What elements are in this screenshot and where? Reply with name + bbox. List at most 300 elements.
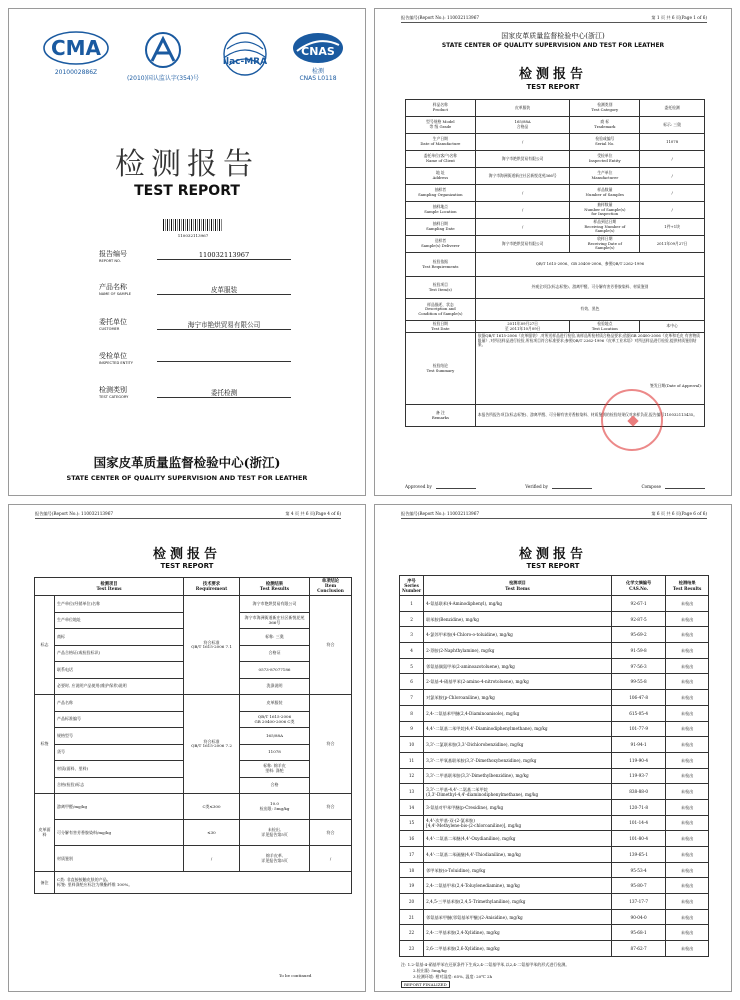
item-name: 材质(面料、里料) bbox=[55, 761, 184, 778]
table-row bbox=[400, 925, 709, 941]
item-name: 货号 bbox=[55, 744, 184, 761]
item-name: 材质鉴别 bbox=[55, 846, 184, 872]
test-result: 未检出 bbox=[666, 878, 709, 894]
cas-number: 91-59-8 bbox=[611, 643, 665, 659]
sample-name-label: 产品名称 bbox=[99, 283, 127, 291]
item-name: 产品标准编号 bbox=[55, 711, 184, 728]
svg-text:CMA: CMA bbox=[50, 36, 102, 60]
series-number: 23 bbox=[400, 941, 424, 957]
test-result: 未检出 bbox=[666, 847, 709, 863]
series-number: 4 bbox=[400, 643, 424, 659]
requirement: / bbox=[184, 846, 240, 872]
table-row bbox=[400, 847, 709, 863]
test-item: 3,3'-二甲基联苯胺(3,3'-Dimethylbenzidine), mg/kg bbox=[424, 768, 612, 784]
test-result: 未检出 bbox=[666, 705, 709, 721]
test-result: 未检出 bbox=[666, 596, 709, 612]
cas-number: 95-80-7 bbox=[611, 878, 665, 894]
compose-label: Compose bbox=[641, 484, 661, 489]
summary-cell: / bbox=[475, 185, 570, 202]
report-finalized: REPORT FINALIZED bbox=[401, 981, 450, 988]
series-number: 7 bbox=[400, 690, 424, 706]
svg-text:ilac-MRA: ilac-MRA bbox=[222, 57, 268, 67]
series-number: 8 bbox=[400, 705, 424, 721]
result: 海宁市海洲街道新庄社区新悦花苑366号 bbox=[240, 612, 310, 629]
inspected-entity-label: 受检单位 bbox=[99, 352, 127, 360]
header-page-no: 第 1 页 共 6 页(Page 1 of 6) bbox=[651, 15, 707, 20]
result: 0573-87077186 bbox=[240, 662, 310, 679]
item-name: 联系电话 bbox=[55, 662, 184, 679]
test-result: 未检出 bbox=[666, 784, 709, 800]
to-be-continued: To be continued bbox=[279, 973, 312, 978]
col-series: 序号 Series Number bbox=[400, 576, 424, 596]
conclusion: / bbox=[310, 846, 352, 872]
series-number: 11 bbox=[400, 752, 424, 768]
series-number: 15 bbox=[400, 815, 424, 831]
col-item-conclusion: 单项结论 Item Conclusion bbox=[310, 578, 352, 596]
summary-row bbox=[406, 134, 705, 151]
summary-row bbox=[406, 277, 705, 299]
cal-logo-icon bbox=[138, 31, 188, 69]
report-title: 检测报告 bbox=[152, 547, 221, 562]
summary-cell: 检验日期 Test Date bbox=[406, 321, 476, 333]
series-number: 21 bbox=[400, 909, 424, 925]
report-no-value: 110032113967 bbox=[157, 251, 291, 260]
summary-row bbox=[406, 253, 705, 277]
header-report-no: 报告编号(Report No.): 110032113967 bbox=[401, 511, 480, 516]
result: 海宁市艳烘贸易有限公司 bbox=[240, 596, 310, 613]
table-row bbox=[400, 643, 709, 659]
cas-number: 101-14-4 bbox=[611, 815, 665, 831]
test-item: 联苯胺(Benzidine), mg/kg bbox=[424, 611, 612, 627]
test-item: 邻氨基偶氮甲苯(2-aminoazotoluene), mg/kg bbox=[424, 658, 612, 674]
summary-row bbox=[406, 151, 705, 168]
cas-number: 119-90-4 bbox=[611, 752, 665, 768]
summary-cell: 本中心 bbox=[640, 321, 705, 333]
summary-cell: 生产单位 Manufacturer bbox=[570, 168, 640, 185]
series-number: 12 bbox=[400, 768, 424, 784]
result: QB/T 1615-2006 GB 20400-2006 C类 bbox=[240, 711, 310, 728]
result: 绵羊皮革, 详见报告第5页 bbox=[240, 846, 310, 872]
table-row bbox=[400, 768, 709, 784]
conclusion: 符合 bbox=[310, 820, 352, 846]
ilac-mra-logo-icon bbox=[217, 31, 273, 77]
result: 11078 bbox=[240, 744, 310, 761]
test-item: 2,4-二氨基苯甲醚(2,4-Diaminoanisole), mg/kg bbox=[424, 705, 612, 721]
summary-cell: 样品描述、状态 Description and Condition of Sample(s) bbox=[406, 299, 476, 321]
report-no-row bbox=[99, 249, 299, 263]
header-report-no: 报告编号(Report No.): 110032113967 bbox=[35, 511, 114, 516]
cas-number: 91-94-1 bbox=[611, 737, 665, 753]
cas-number: 615-05-4 bbox=[611, 705, 665, 721]
test-item: 4,4'-二氨基二苯醚(4,4'-Oxydianiline), mg/kg bbox=[424, 831, 612, 847]
summary-cell: 生产日期 Date of Manufacture bbox=[406, 134, 476, 151]
summary-cell: 送样者 Sample(s) Deliverer bbox=[406, 236, 476, 253]
test-result: 未检出 bbox=[666, 799, 709, 815]
summary-cell: 外观全项目(标志标签)、游离甲醛、可分解有害芳香胺染料、材质鉴别 bbox=[475, 277, 704, 299]
report-title-en: TEST REPORT bbox=[526, 83, 580, 91]
test-item: 3,3'-二氯联苯胺(3,3'-Dichlorobenzidine), mg/kg bbox=[424, 737, 612, 753]
summary-cell: 标示: 三奥 bbox=[640, 117, 705, 134]
header-page-no: 第 4 页 共 6 页(Page 4 of 6) bbox=[285, 511, 341, 516]
series-number: 19 bbox=[400, 878, 424, 894]
table-row bbox=[400, 862, 709, 878]
test-item: 4-氨基联苯(4-Aminodiphenyl), mg/kg bbox=[424, 596, 612, 612]
item-name: 规格型号 bbox=[55, 728, 184, 745]
test-item: 邻甲苯胺(o-Toluidine), mg/kg bbox=[424, 862, 612, 878]
test-item: 4-氯邻甲苯胺(4-Chloro-o-toluidine), mg/kg bbox=[424, 627, 612, 643]
summary-row bbox=[406, 100, 705, 117]
test-result: 未检出 bbox=[666, 768, 709, 784]
item-name: 产品名称 bbox=[55, 695, 184, 712]
cover-title: 检测报告 bbox=[115, 147, 259, 182]
test-item: 2-萘胺(2-Naphthylamine), mg/kg bbox=[424, 643, 612, 659]
col-results: 检测结果 Test Results bbox=[666, 576, 709, 596]
results-page-4 bbox=[8, 504, 366, 992]
test-category-value: 委托检测 bbox=[157, 387, 291, 398]
series-number: 18 bbox=[400, 862, 424, 878]
summary-cell: 收样日期 Receiving Date of Sample(s) bbox=[570, 236, 640, 253]
conclusion: 符合 bbox=[310, 596, 352, 695]
summary-cell: 备 注 Remarks bbox=[406, 405, 476, 427]
summary-cell: 抽样者 Sampling Organization bbox=[406, 185, 476, 202]
summary-cell: 11078 bbox=[640, 134, 705, 151]
group-label: 皮革面料 bbox=[35, 794, 55, 872]
result: 洗涤说明 bbox=[240, 678, 310, 695]
summary-cell: 样品到达日期 Receiving Number of Sample(s) bbox=[570, 219, 640, 236]
summary-cell: 2011年09月27日 至 2011年10月09日 bbox=[475, 321, 570, 333]
table-row bbox=[400, 784, 709, 800]
summary-row bbox=[406, 202, 705, 219]
summary-cell: 商 标 Trademark bbox=[570, 117, 640, 134]
series-number: 20 bbox=[400, 894, 424, 910]
table-row bbox=[400, 611, 709, 627]
summary-row bbox=[406, 168, 705, 185]
svg-text:CNAS: CNAS bbox=[301, 45, 335, 58]
summary-cell: 地 址 Address bbox=[406, 168, 476, 185]
test-summary-text: 依据QB/T 1615-2006《皮革服装》,对所送样品进行检验,该样品所检材质合格品要求;依据GB 20400-2006《皮革和毛皮 有害物质限量》,对所送样品进行检验,所检项目符合标准要求;参照QB/T 2262-1996《皮革工业术语》对所送样品进行检验,提供材质鉴别结果。 bbox=[477, 333, 700, 348]
result: 合格证 bbox=[240, 645, 310, 662]
test-item: 邻氨基苯甲醚(邻氨基苯甲醚)(2-Anisidine), mg/kg bbox=[424, 909, 612, 925]
test-item: 3-氨基对甲苯甲醚(p-Cresidine), mg/kg bbox=[424, 799, 612, 815]
summary-cell: 检测类别 Test Category bbox=[570, 100, 640, 117]
group-label: 标志 bbox=[35, 596, 55, 695]
series-number: 6 bbox=[400, 674, 424, 690]
cas-number: 92-87-5 bbox=[611, 611, 665, 627]
result: 165/88A bbox=[240, 728, 310, 745]
ilac-logo bbox=[217, 31, 273, 77]
results-page-6 bbox=[374, 504, 732, 992]
item-name: 可分解有害芳香胺染料/mg/kg bbox=[55, 820, 184, 846]
col-requirement: 技术要求 Requirement bbox=[184, 578, 240, 596]
table-row bbox=[35, 820, 352, 846]
table-row bbox=[35, 695, 352, 712]
test-result: 未检出 bbox=[666, 674, 709, 690]
test-result: 未检出 bbox=[666, 643, 709, 659]
table-row bbox=[400, 815, 709, 831]
cas-number: 95-53-4 bbox=[611, 862, 665, 878]
summary-cell: / bbox=[475, 219, 570, 236]
series-number: 16 bbox=[400, 831, 424, 847]
customer-label: 委托单位 bbox=[99, 318, 127, 326]
summary-cell bbox=[475, 333, 704, 405]
summary-cell: 委托检测 bbox=[640, 100, 705, 117]
item-name: 产品合格证(或检验标识) bbox=[55, 645, 184, 662]
cover-org-en: STATE CENTER OF QUALITY SUPERVISION AND TEST FOR LEATHER bbox=[66, 474, 308, 482]
inspected-entity-label-en: INSPECTED ENTITY bbox=[99, 361, 133, 365]
summary-cell: 皮革服装 bbox=[475, 100, 570, 117]
summary-cell: 抽样日期 Sampling Date bbox=[406, 219, 476, 236]
barcode bbox=[163, 219, 223, 231]
summary-row bbox=[406, 321, 705, 333]
table-row bbox=[400, 831, 709, 847]
summary-cell: / bbox=[475, 134, 570, 151]
requirement: 符合标准 QB/T 1615-2006 7.1 bbox=[184, 596, 240, 695]
summary-cell: / bbox=[640, 151, 705, 168]
conclusion: 符合 bbox=[310, 794, 352, 820]
org-name-en: STATE CENTER OF QUALITY SUPERVISION AND TEST FOR LEATHER bbox=[441, 42, 665, 49]
series-number: 14 bbox=[400, 799, 424, 815]
test-result: 未检出 bbox=[666, 909, 709, 925]
cma-logo bbox=[43, 31, 109, 76]
inspected-entity-value bbox=[157, 353, 291, 362]
cover-title-en: TEST REPORT bbox=[134, 183, 240, 199]
series-number: 17 bbox=[400, 847, 424, 863]
sample-name-row bbox=[99, 282, 299, 296]
cover-org: 国家皮革质量监督检验中心(浙江) bbox=[93, 455, 281, 470]
test-item: 2,6-二甲基苯胺(2,6-Xylidine), mg/kg bbox=[424, 941, 612, 957]
table-row bbox=[35, 846, 352, 872]
amine-results-table bbox=[399, 575, 709, 957]
series-number: 2 bbox=[400, 611, 424, 627]
table-row bbox=[400, 658, 709, 674]
table-row bbox=[400, 752, 709, 768]
cas-number: 101-77-9 bbox=[611, 721, 665, 737]
summary-cell: 2011年09月27日 bbox=[640, 236, 705, 253]
summary-row bbox=[406, 219, 705, 236]
summary-cell: 海宁市艳烘贸易有限公司 bbox=[475, 236, 570, 253]
test-result: 未检出 bbox=[666, 752, 709, 768]
cas-number: 106-47-8 bbox=[611, 690, 665, 706]
summary-cell: 检验依据 Test Requirements bbox=[406, 253, 476, 277]
report-title-en: TEST REPORT bbox=[526, 562, 580, 570]
cal-number: (2010)国认监认字(354)号 bbox=[126, 75, 200, 82]
table-row bbox=[35, 794, 352, 820]
summary-cell: 海宁市艳烘贸易有限公司 bbox=[475, 151, 570, 168]
approved-signature bbox=[436, 479, 476, 489]
table-row bbox=[400, 721, 709, 737]
summary-row bbox=[406, 236, 705, 253]
test-item: 3,3'-二甲氧基联苯胺(3,3'-Dimethoxybenzidine), mg/kg bbox=[424, 752, 612, 768]
conclusion: 符合 bbox=[310, 695, 352, 794]
cnas-number: CNAS L0118 bbox=[299, 75, 337, 82]
test-item: 4,4'-次甲基-双-(2-氯苯胺) [4,4'-Methylene-bis-(2-chloroaniline)], mg/kg bbox=[424, 815, 612, 831]
result: 未检出, 详见报告第5页 bbox=[240, 820, 310, 846]
table-row bbox=[400, 737, 709, 753]
test-result: 未检出 bbox=[666, 627, 709, 643]
item-name: 生产单位(经销单位)名称 bbox=[55, 596, 184, 613]
cover-page bbox=[8, 8, 366, 496]
cnas-logo bbox=[291, 31, 345, 82]
series-number: 1 bbox=[400, 596, 424, 612]
test-item: 2,4,5-三甲基苯胺(2,4,5-Trimethylaniline), mg/kg bbox=[424, 894, 612, 910]
group-label: 标签 bbox=[35, 695, 55, 794]
summary-cell: 1件+1块 bbox=[640, 219, 705, 236]
summary-cell: 受检单位 Inspected Entity bbox=[570, 151, 640, 168]
col-test-items: 检测项目 Test Items bbox=[35, 578, 184, 596]
test-result: 未检出 bbox=[666, 831, 709, 847]
cas-number: 97-56-3 bbox=[611, 658, 665, 674]
summary-cell: 样品数量 Number of Samples bbox=[570, 185, 640, 202]
col-cas: 化学文摘编号 CAS.No. bbox=[611, 576, 665, 596]
verified-label: Verified by bbox=[525, 484, 549, 489]
cal-logo bbox=[127, 31, 199, 82]
cas-number: 119-93-7 bbox=[611, 768, 665, 784]
table-row bbox=[400, 674, 709, 690]
summary-cell: 检验项目 Test Item(s) bbox=[406, 277, 476, 299]
item-name: 合格(检验)标志 bbox=[55, 777, 184, 794]
test-result: 未检出 bbox=[666, 611, 709, 627]
cma-number: 2010002886Z bbox=[54, 69, 98, 76]
summary-cell: 抽样数量 Number of Sample(s) for Inspection bbox=[570, 202, 640, 219]
verified-signature bbox=[552, 479, 592, 489]
result: 标称: 绵羊皮 里料: 涤纶 bbox=[240, 761, 310, 778]
sample-name-label-en: NAME OF SAMPLE bbox=[99, 292, 132, 296]
table-row bbox=[400, 799, 709, 815]
test-item: 2,4-二甲基苯胺(2,4-Xylidine), mg/kg bbox=[424, 925, 612, 941]
table-row bbox=[400, 705, 709, 721]
series-number: 10 bbox=[400, 737, 424, 753]
cnas-logo-icon bbox=[291, 31, 345, 65]
result: 10.0 检出限: 5mg/kg bbox=[240, 794, 310, 820]
remark-label: 备注 bbox=[35, 872, 55, 894]
header-page-no: 第 6 页 共 6 页(Page 6 of 6) bbox=[651, 511, 707, 516]
cas-number: 99-55-8 bbox=[611, 674, 665, 690]
item-name: 商标 bbox=[55, 629, 184, 646]
summary-cell: 样品名称 Product bbox=[406, 100, 476, 117]
test-result: 未检出 bbox=[666, 894, 709, 910]
approved-label: Approved by bbox=[405, 484, 432, 489]
test-item: 3,3'-二甲基-4,4'-二氨基二苯甲烷 (3,3'-Dimethyl-4,4'-diaminodiphenylmethane), mg/kg bbox=[424, 784, 612, 800]
cas-number: 95-68-1 bbox=[611, 925, 665, 941]
note-1: 注: 1.2-氨基-4-硝基甲苯在还原条件下生成2,4-二氨基甲苯,以2,4-二氨基甲苯的形式进行检测。 bbox=[401, 962, 570, 967]
summary-cell: 检验结论 Test Summary bbox=[406, 333, 476, 405]
page-header bbox=[35, 511, 341, 519]
compose-signature bbox=[665, 479, 705, 489]
customer-row bbox=[99, 317, 299, 331]
signature-line bbox=[405, 479, 705, 489]
sign-date: 签发日期(Date of Approval): bbox=[650, 382, 702, 388]
summary-row bbox=[406, 299, 705, 321]
summary-cell: QB/T 1615-2006、GB 20400-2006、参照QB/T 2262-1996 bbox=[475, 253, 704, 277]
test-item: 2-氨基-4-硝基甲苯(2-amino-4-nitrotoluene), mg/kg bbox=[424, 674, 612, 690]
barcode-number: 110032113967 bbox=[177, 233, 209, 238]
table-row bbox=[400, 941, 709, 957]
result: 标称: 三奥 bbox=[240, 629, 310, 646]
summary-page bbox=[374, 8, 732, 496]
test-result: 未检出 bbox=[666, 737, 709, 753]
summary-cell: 检验地点 Test Location bbox=[570, 321, 640, 333]
results-table bbox=[34, 577, 352, 894]
summary-row bbox=[406, 185, 705, 202]
requirement: C类≤300 bbox=[184, 794, 240, 820]
report-title-en: TEST REPORT bbox=[160, 562, 214, 570]
item-name: 生产单位地址 bbox=[55, 612, 184, 629]
cas-number: 137-17-7 bbox=[611, 894, 665, 910]
table-row bbox=[400, 596, 709, 612]
cas-number: 92-67-1 bbox=[611, 596, 665, 612]
table-row bbox=[400, 878, 709, 894]
accreditation-logos bbox=[43, 31, 345, 82]
page-header bbox=[401, 15, 707, 23]
red-stamp bbox=[601, 389, 663, 451]
note-3: 3.检测环境: 相对湿度: 65%, 温度: 20℃ 2h bbox=[413, 974, 493, 979]
table-row bbox=[400, 627, 709, 643]
report-no-label: 报告编号 bbox=[99, 250, 127, 258]
test-category-row bbox=[99, 385, 299, 399]
series-number: 22 bbox=[400, 925, 424, 941]
summary-cell: 检验或编号 Serial No. bbox=[570, 134, 640, 151]
test-result: 未检出 bbox=[666, 721, 709, 737]
test-item: 2,4-二氨基甲苯(2,4-Toluylenediamine), mg/kg bbox=[424, 878, 612, 894]
cas-number: 139-65-1 bbox=[611, 847, 665, 863]
series-number: 9 bbox=[400, 721, 424, 737]
summary-cell: 型号规格 Model 等 级 Grade bbox=[406, 117, 476, 134]
summary-cell: / bbox=[640, 168, 705, 185]
note-2: 2.检出限: 5mg/kg bbox=[413, 968, 447, 973]
table-row bbox=[35, 596, 352, 613]
table-row bbox=[400, 909, 709, 925]
test-item: 对氯苯胺(p-Chloroaniline), mg/kg bbox=[424, 690, 612, 706]
report-no-label-en: REPORT NO. bbox=[99, 259, 121, 263]
series-number: 13 bbox=[400, 784, 424, 800]
sample-name-value: 皮革服装 bbox=[157, 284, 291, 295]
table-row bbox=[400, 894, 709, 910]
cas-number: 120-71-8 bbox=[611, 799, 665, 815]
report-title: 检测报告 bbox=[518, 547, 587, 562]
summary-cell: 抽样地点 Sample Location bbox=[406, 202, 476, 219]
header-report-no: 报告编号(Report No.): 110032113967 bbox=[401, 15, 480, 20]
customer-label-en: CUSTOMER bbox=[99, 327, 120, 331]
test-result: 未检出 bbox=[666, 941, 709, 957]
remark-row bbox=[35, 872, 352, 894]
remark-text: C类: 非直接接触皮肤的产品。 标签: 里料涤纶应标注为聚酯纤维 100%。 bbox=[55, 872, 352, 894]
summary-cell: 本报告所报告项目(标志标签)、游离甲醛、可分解有害芳香胺染料、材质鉴别的检验结果仅对来样负责,报告编号110032113435。 bbox=[475, 405, 704, 427]
col-test-results: 检测结果 Test Results bbox=[240, 578, 310, 596]
summary-cell: / bbox=[640, 185, 705, 202]
cnas-caption: 检测 bbox=[311, 68, 324, 75]
summary-row bbox=[406, 117, 705, 134]
cas-number: 95-69-2 bbox=[611, 627, 665, 643]
test-category-label: 检测类别 bbox=[99, 386, 127, 394]
col-items: 检测项目 Test Items bbox=[424, 576, 612, 596]
requirement: ≤30 bbox=[184, 820, 240, 846]
summary-cell: 有效、黑色 bbox=[475, 299, 704, 321]
summary-table bbox=[405, 99, 705, 427]
summary-cell: / bbox=[475, 202, 570, 219]
summary-row bbox=[406, 333, 705, 405]
summary-cell: 165/88A 合格品 bbox=[475, 117, 570, 134]
report-title: 检测报告 bbox=[518, 67, 587, 82]
summary-cell: 委托单位(客户)名称 Name of Client bbox=[406, 151, 476, 168]
series-number: 3 bbox=[400, 627, 424, 643]
cas-number: 101-80-4 bbox=[611, 831, 665, 847]
org-name: 国家皮革质量监督检验中心(浙江) bbox=[501, 32, 605, 40]
test-result: 未检出 bbox=[666, 862, 709, 878]
cma-logo-icon bbox=[43, 31, 109, 65]
table-row bbox=[400, 690, 709, 706]
test-result: 未检出 bbox=[666, 658, 709, 674]
series-number: 5 bbox=[400, 658, 424, 674]
